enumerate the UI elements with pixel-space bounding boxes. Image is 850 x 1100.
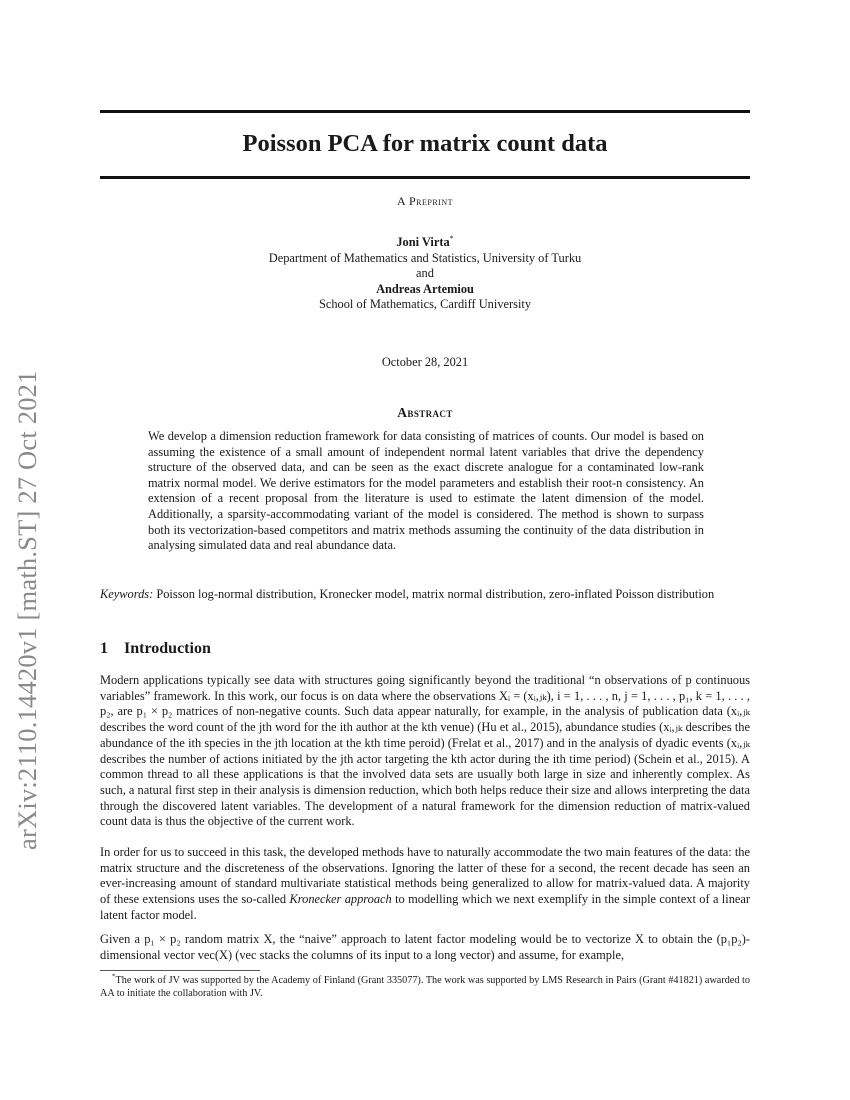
- abstract-text: We develop a dimension reduction framework for data consisting of matrices of counts. Our model is based on assuming the existence of a small amount of independent normal latent variables that drive the dependency structure of the observed data, and can be seen as the exact discrete analogue for a contaminated low-rank matrix normal model. We derive estimators for the model parameters and establish their root-n consistency. An extension of a recent proposal from the literature is used to estimate the latent dimension of the model. Additionally, a sparsity-accommodating variant of the model is considered. The method is shown to surpass both its vectorization-based competitors and matrix methods assuming the continuity of the data distribution in analysing simulated data and real abundance data.: [148, 429, 704, 553]
- author-2-name: Andreas Artemiou: [376, 281, 474, 296]
- arxiv-identifier-stamp: arXiv:2110.14420v1 [math.ST] 27 Oct 2021: [12, 370, 42, 850]
- author-block: [100, 235, 750, 313]
- keywords-text: Poisson log-normal distribution, Kronecker model, matrix normal distribution, zero-inflated Poisson distribution: [156, 587, 715, 601]
- author-1-affiliation: Department of Mathematics and Statistics, University of Turku: [268, 250, 582, 265]
- paper-title: Poisson PCA for matrix count data: [242, 130, 608, 157]
- footnote-divider: [100, 970, 260, 971]
- author-1-name: Joni Virta: [396, 235, 450, 249]
- intro-paragraph-2-text-a: In order for us to succeed in this task, the developed methods have to naturally accommodate the two main features of the data: the matrix structure and the discreteness of the observations. Ignoring the latter of these for a second, the recent decade has seen an ever-increasing amount of standard multivariate statistical methods being generalized to allow for matrix-valued data. A majority of these extensions uses the so-called: [100, 845, 750, 907]
- intro-paragraph-2-text-b: to modelling which we next exemplify in the simple context of a linear latent factor model.: [100, 892, 751, 922]
- keywords-label: Keywords:: [100, 587, 154, 601]
- intro-paragraph-3: Given a p₁ × p₂ random matrix X, the “naive” approach to latent factor modeling would be to vectorize X to obtain the (p₁p₂)-dimensional vector vec(X) (vec stacks the columns of its input to a long vector) and assume, for example,: [100, 932, 750, 962]
- title-rule-bottom: [100, 176, 750, 179]
- footnote-mark: *: [112, 972, 116, 981]
- section-number: 1: [100, 640, 108, 657]
- author-footnote-mark[interactable]: *: [449, 233, 454, 243]
- section-title: Introduction: [124, 640, 211, 657]
- kronecker-approach-emphasis: Kronecker approach: [289, 892, 392, 907]
- keywords: [100, 587, 750, 603]
- preprint-label: A Preprint: [396, 194, 453, 208]
- author-2-affiliation: School of Mathematics, Cardiff University: [318, 297, 532, 312]
- publication-date: October 28, 2021: [381, 355, 469, 369]
- footnote-text: The work of JV was supported by the Academy of Finland (Grant 335077). The work was supported by LMS Research in Pairs (Grant #41821) awarded to AA to initiate the collaboration with JV.: [100, 975, 750, 999]
- intro-paragraph-2: [100, 845, 750, 924]
- footnote: [100, 974, 750, 1000]
- author-1: [100, 235, 750, 251]
- intro-paragraph-1: Modern applications typically see data with structures going significantly beyond the traditional “n observations of p continuous variables” framework. In this work, our focus is on data where the observations Xᵢ = (xᵢ,ⱼₖ), i = 1, . . . , n, j = 1, . . . , p₁, k = 1, . . . , p₂, are p₁ × p₂ matrices of non-negative counts. Such data appear naturally, for example, in the analysis of publication data (xᵢ,ⱼₖ describes the word count of the jth word for the ith author at the kth venue) (Hu et al., 2015), abundance studies (xᵢ,ⱼₖ describes the abundance of the ith species in the jth location at the kth time peroid) (Frelat et al., 2017) and in the analysis of dyadic events (xᵢ,ⱼₖ describes the number of actions initiated by the jth actor targeting the kth actor during the ith time period) (Schein et al., 2015). A common thread to all these applications is that the involved data sets are usually both large in size and inherently complex. As such, a natural first step in their analysis is dimension reduction, which both helps reduce their size and allows interpreting the data through the discovered latent variables. The development of a natural framework for the dimension reduction of matrix-valued count data is thus the objective of the current work.: [100, 673, 750, 829]
- title-rule-top: [100, 110, 750, 113]
- author-conjunction: and: [416, 266, 434, 281]
- abstract-heading: Abstract: [397, 405, 453, 420]
- section-heading-introduction: [100, 640, 211, 658]
